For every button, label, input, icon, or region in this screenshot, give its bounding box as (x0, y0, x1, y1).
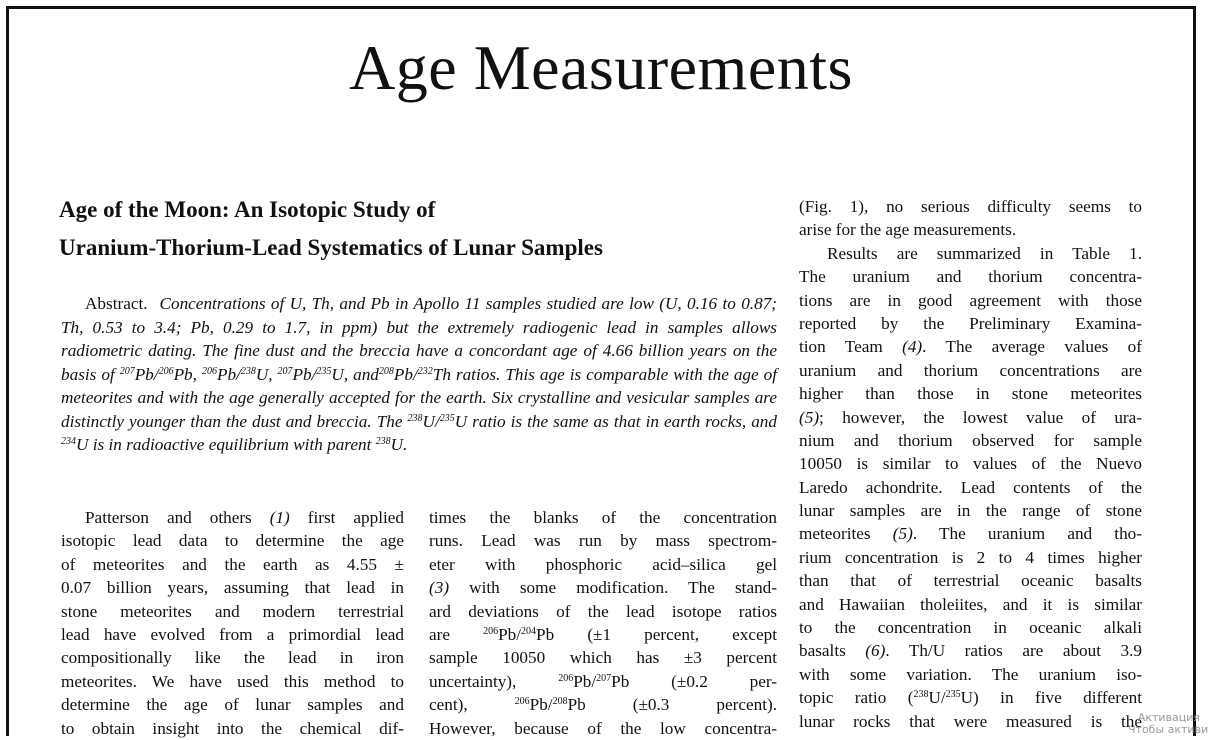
text-line: Results are summarized in Table 1. (827, 243, 1142, 263)
text-line: tion Team (4). The average values of (799, 337, 1143, 357)
text-line: 0.07 billion years, assuming that lead in (61, 578, 404, 598)
text-line: lunar samples are in the range of stone (799, 501, 1142, 521)
text-line: topic ratio ($^{238}$U/$^{235}$U) in five different (799, 688, 1142, 708)
text-line: sample 10050 which has ±3 percent (429, 648, 777, 668)
text-line: runs. Lead was run by mass spectrom- (429, 531, 777, 551)
text-line: (5); however, the lowest value of ura- (799, 407, 1142, 427)
text-line: tions are in good agreement with those (799, 290, 1142, 310)
text-line: compositionally like the lead in iron (61, 648, 404, 668)
text-line: (3) with some modification. The stand- (429, 578, 777, 598)
watermark-line-1: Активация (1137, 711, 1200, 724)
text-line: of meteorites and the earth as 4.55 ± (61, 554, 404, 574)
text-line: meteorites. We have used this method to (61, 671, 404, 691)
text-line: 10050 is similar to values of the Nuevo (799, 454, 1142, 474)
text-line: The uranium and thorium concentra- (799, 267, 1142, 287)
text-line: lead have evolved from a primordial lead (61, 624, 404, 644)
article-title-line-2: Uranium-Thorium-Lead Systematics of Lunar Samples (59, 235, 603, 260)
text-line: uranium and thorium concentrations are (799, 360, 1142, 380)
text-line: cent), $^{206}$Pb/$^{208}$Pb (±0.3 percent). (429, 695, 777, 715)
text-line: uncertainty), $^{206}$Pb/$^{207}$Pb (±0.2 per- (429, 671, 777, 691)
text-line: stone meteorites and modern terrestrial (61, 601, 404, 621)
text-line: reported by the Preliminary Examina- (799, 313, 1142, 333)
text-line: than that of terrestrial oceanic basalts (799, 571, 1142, 591)
text-line: higher than those in stone meteorites (799, 384, 1142, 404)
activation-watermark (1128, 711, 1208, 736)
body-column-2 (429, 506, 777, 740)
text-line: meteorites (5). The uranium and tho- (799, 524, 1142, 544)
text-line: to obtain insight into the chemical dif- (61, 718, 404, 738)
page-frame (6, 6, 1196, 736)
abstract (61, 292, 777, 457)
text-line: with some variation. The uranium iso- (799, 664, 1142, 684)
text-line: arise for the age measurements. (799, 220, 1017, 240)
text-line: are $^{206}$Pb/$^{204}$Pb (±1 percent, except (429, 624, 778, 644)
text-line: Laredo achondrite. Lead contents of the (799, 477, 1142, 497)
text-line: determine the age of lunar samples and (61, 695, 404, 715)
text-line: Patterson and others (1) first applied (85, 508, 404, 527)
body-column-1 (61, 506, 404, 740)
text-line: (Fig. 1), no serious difficulty seems to (799, 197, 1142, 216)
text-line: lunar rocks that were measured is the (799, 711, 1142, 731)
text-line: eter with phosphoric acid–silica gel (429, 554, 777, 574)
section-title: Age Measurements (349, 32, 853, 103)
text-line: ard deviations of the lead isotope ratios (429, 601, 777, 621)
text-line: isotopic lead data to determine the age (61, 531, 404, 551)
watermark-line-2: Чтобы активи (1128, 723, 1208, 736)
abstract-label: Abstract. (85, 294, 148, 313)
text-line: times the blanks of the concentration (429, 508, 777, 527)
text-line: to the concentration in oceanic alkali (799, 618, 1142, 638)
text-line: nium and thorium observed for sample (799, 430, 1142, 450)
text-line: rium concentration is 2 to 4 times higher (799, 547, 1142, 567)
text-line: basalts (6). Th/U ratios are about 3.9 (799, 641, 1142, 661)
article-title-line-1: Age of the Moon: An Isotopic Study of (59, 197, 436, 222)
text-line: and Hawaiian tholeiites, and it is similar (799, 594, 1142, 614)
abstract-text: Concentrations of U, Th, and Pb in Apollo 11 samples studied are low (U, 0.16 to 0.87; Th, 0.53 to 3.4; Pb, 0.29 to 1.7, in ppm) but the extremely radiogenic lead in samples allows radiometric dating. The fine dust and the breccia have a concordant age of 4.66 billion years on the basis of $^{207}$Pb/$^{206}$Pb, $^{206}$Pb/$^{238}$U, $^{207}$Pb/$^{235}$U, and$^{208}$Pb/$^{232}$Th ratios. This age is comparable with the age of meteorites and with the age generally accepted for the earth. Six crystalline and vesicular samples are distinctly younger than the dust and breccia. The $^{238}$U/$^{235}$U ratio is the same as that in earth rocks, and $^{234}$U is in radioactive equilibrium with parent $^{238}$U. (61, 294, 777, 454)
article-title (59, 191, 779, 267)
body-column-3 (799, 195, 1142, 733)
text-line: However, because of the low concentra- (429, 718, 777, 738)
